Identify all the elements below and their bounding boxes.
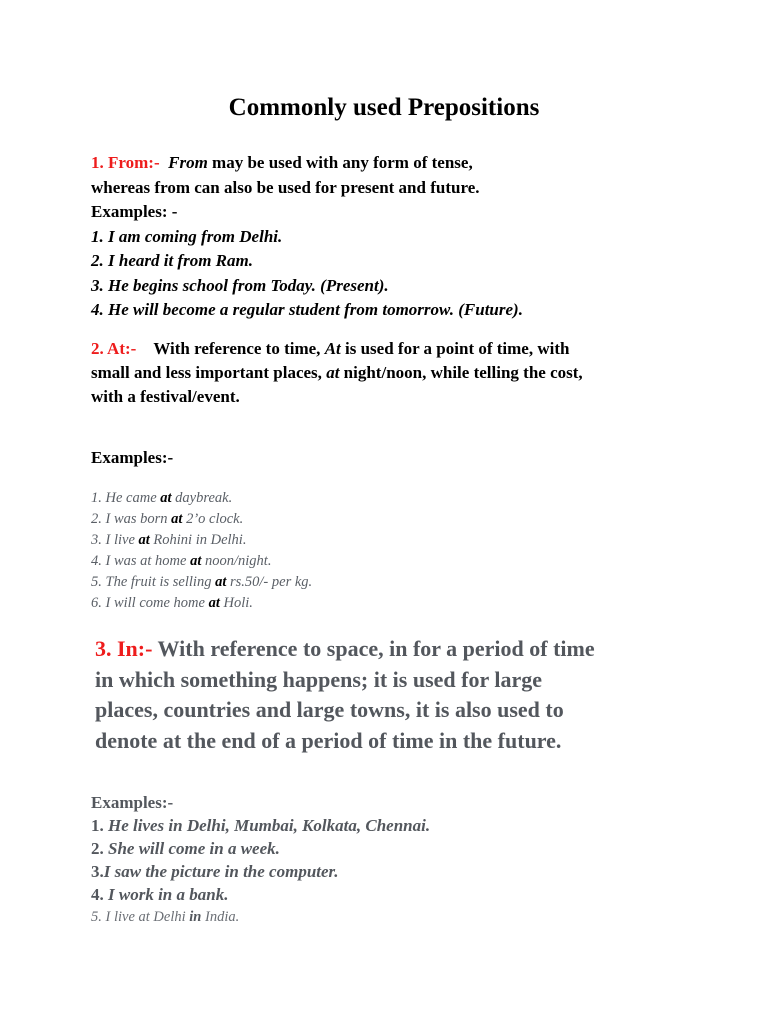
text-run: 3. I live <box>91 532 139 548</box>
text-run: 6. I will come home <box>91 595 209 611</box>
text-run: I saw the picture in the computer. <box>103 862 339 881</box>
lead-word: From <box>168 153 208 172</box>
section-at-heading: 2. At:- <box>91 339 137 358</box>
example-item <box>91 551 312 572</box>
item-number: 3. <box>91 862 104 881</box>
text-run: With reference to space, in for a period of time <box>152 636 595 661</box>
text-run: noon/night. <box>201 553 272 569</box>
text-run: 2’o clock. <box>182 511 244 527</box>
example-item <box>91 530 312 551</box>
section-at <box>91 337 583 409</box>
keyword: at <box>208 595 220 611</box>
keyword: at <box>326 363 340 382</box>
section-from-examples-label: Examples: - <box>91 202 178 221</box>
section-from-heading: 1. From:- <box>91 153 160 172</box>
text-run: 4. I was at home <box>91 553 191 569</box>
example-item: 2. I heard it from Ram. <box>91 251 253 270</box>
text-run: 1. He came <box>91 490 161 506</box>
text-run: With reference to time, <box>153 339 325 358</box>
section-in <box>95 634 595 756</box>
section-in-line2: in which something happens; it is used for large <box>95 666 542 692</box>
example-item: 1. I am coming from Delhi. <box>91 226 283 246</box>
text-run: 5. The fruit is selling <box>91 574 216 590</box>
example-item <box>91 814 430 837</box>
text-run: 2. I was born <box>91 511 172 527</box>
text-run: small and less important places, <box>91 363 327 382</box>
text-run: He lives in Delhi, Mumbai, Kolkata, Chennai. <box>103 816 431 835</box>
keyword: At <box>324 339 341 358</box>
example-item <box>91 883 430 906</box>
keyword: at <box>138 532 150 548</box>
lead-rest: may be used with any form of tense, <box>207 153 473 172</box>
section-from <box>91 151 523 323</box>
page-title: Commonly used Prepositions <box>228 94 540 121</box>
section-at-line1 <box>91 337 583 361</box>
example-item: 4. He will become a regular student from tomorrow. (Future). <box>91 300 523 319</box>
text-run: Holi. <box>219 595 253 611</box>
text-run: is used for a point of time, with <box>340 339 570 358</box>
keyword: at <box>215 574 227 590</box>
section-at-examples-label: Examples:- <box>91 448 174 467</box>
example-item <box>91 837 430 860</box>
section-in-heading: 3. In:- <box>95 636 153 661</box>
text-run: night/noon, while telling the cost, <box>339 363 583 382</box>
section-at-line2 <box>91 361 583 385</box>
item-number: 4. <box>91 885 104 904</box>
text-run: 5. I live at Delhi <box>91 909 190 925</box>
keyword: in <box>189 909 202 925</box>
section-in-line3: places, countries and large towns, it is also used to <box>95 697 564 722</box>
section-in-line4: denote at the end of a period of time in the future. <box>95 727 562 753</box>
section-from-line2: whereas from can also be used for present and future. <box>91 177 480 197</box>
text-run: India. <box>201 909 240 925</box>
example-item <box>91 509 312 530</box>
item-number: 2. <box>91 839 104 858</box>
example-item <box>91 860 430 883</box>
example-item <box>91 906 430 929</box>
example-item <box>91 572 312 593</box>
keyword: at <box>190 553 202 569</box>
text-run: rs.50/- per kg. <box>226 574 313 590</box>
keyword: at <box>160 490 172 506</box>
section-from-intro <box>91 151 523 176</box>
keyword: at <box>171 511 183 527</box>
section-in-line1 <box>95 634 595 665</box>
text-run: Rohini in Delhi. <box>149 532 247 548</box>
example-item <box>91 593 312 614</box>
text-run: She will come in a week. <box>103 839 280 858</box>
item-number: 1. <box>91 816 104 835</box>
section-at-line3: with a festival/event. <box>91 387 240 406</box>
section-in-examples <box>91 791 430 929</box>
section-at-examples <box>91 488 312 614</box>
text-run: daybreak. <box>171 490 233 506</box>
example-item <box>91 488 312 509</box>
text-run: I work in a bank. <box>103 885 229 904</box>
section-in-examples-label: Examples:- <box>91 793 174 812</box>
example-item: 3. He begins school from Today. (Present). <box>91 275 389 295</box>
